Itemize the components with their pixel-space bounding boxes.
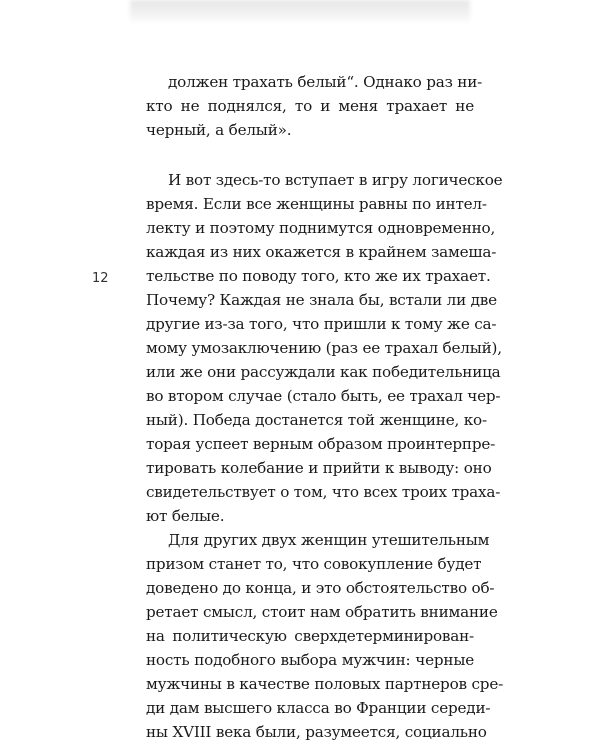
text-line: или же они рассуждали как победительница — [146, 363, 501, 381]
text-line: тировать колебание и прийти к выводу: оно — [146, 459, 492, 477]
text-line: мужчины в качестве половых партнеров сре- — [146, 675, 504, 693]
bleed-through-shadow — [130, 0, 470, 22]
text-line: Для других двух женщин утешительным — [168, 531, 490, 549]
paragraph-gap — [146, 142, 474, 168]
text-line: черный, а белый». — [146, 121, 292, 139]
paragraph-3 — [146, 528, 504, 744]
text-line: свидетельствует о том, что всех троих траха- — [146, 483, 501, 501]
text-line: ны XVIII века были, разумеется, социально — [146, 723, 487, 741]
text-line: ют белые. — [146, 507, 225, 525]
text-line: во втором случае (стало быть, ее трахал чер- — [146, 387, 501, 405]
text-line: другие из-за того, что пришли к тому же са- — [146, 315, 497, 333]
text-line: доведено до конца, и это обстоятельство об- — [146, 579, 495, 597]
text-line: Почему? Каждая не знала бы, встали ли две — [146, 291, 497, 309]
page-number: 12 — [92, 271, 109, 286]
text-line: ретает смысл, стоит нам обратить внимание — [146, 603, 498, 621]
text-line: каждая из них окажется в крайнем замеша- — [146, 243, 497, 261]
text-line: ный). Победа достанется той женщине, ко- — [146, 411, 487, 429]
text-line: кто не поднялся, то и меня трахает не — [146, 97, 474, 115]
text-line: должен трахать белый“. Однако раз ни- — [168, 73, 483, 91]
text-line: лекту и поэтому поднимутся одновременно, — [146, 219, 496, 237]
text-line: призом станет то, что совокупление будет — [146, 555, 482, 573]
text-line: на политическую сверхдетерминирован- — [146, 627, 474, 645]
text-line: И вот здесь-то вступает в игру логическое — [168, 171, 503, 189]
text-line: ди дам высшего класса во Франции середи- — [146, 699, 491, 717]
text-line: тельстве по поводу того, кто же их трахает. — [146, 267, 491, 285]
text-line: торая успеет верным образом проинтерпре- — [146, 435, 496, 453]
paragraph-2 — [146, 168, 503, 528]
text-line: ность подобного выбора мужчин: черные — [146, 651, 474, 669]
paragraph-1 — [146, 70, 483, 142]
body-text — [146, 70, 504, 744]
text-line: мому умозаключению (раз ее трахал белый), — [146, 339, 502, 357]
text-line: время. Если все женщины равны по интел- — [146, 195, 487, 213]
